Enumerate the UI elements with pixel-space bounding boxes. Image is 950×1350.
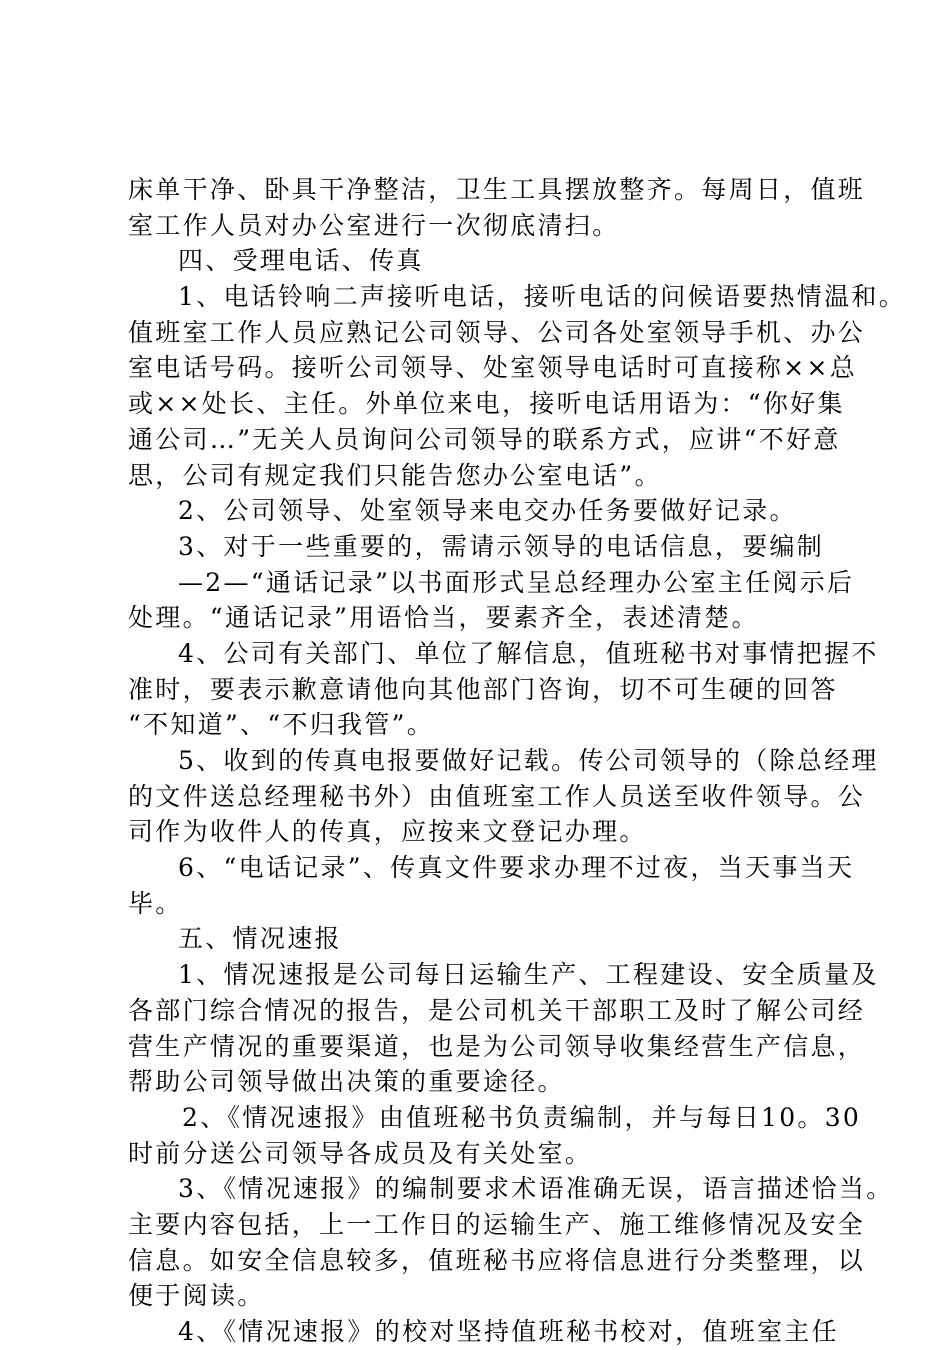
text-line: 室工作人员对办公室进行一次彻底清扫。 (128, 210, 620, 240)
text-line: 值班室工作人员应熟记公司领导、公司各处室领导手机、办公 (128, 317, 866, 347)
paragraph-start: 5、收到的传真电报要做好记载。传公司领导的（除总经理 (178, 746, 879, 775)
paragraph-start: 2、公司领导、处室领导来电交办任务要做好记录。 (178, 496, 797, 526)
text-line: “不知道”、“不归我管”。 (128, 710, 435, 740)
section-heading: 五、情况速报 (178, 924, 342, 954)
text-line: 或××处长、主任。外单位来电，接听电话用语为：“你好集 (128, 389, 845, 419)
document-body (128, 172, 907, 1350)
text-line: 床单干净、卧具干净整洁，卫生工具摆放整齐。每周日，值班 (128, 175, 866, 204)
text-line: 的文件送总经理秘书外）由值班室工作人员送至收件领导。公 (128, 781, 866, 811)
text-line: 思，公司有规定我们只能告您办公室电话”。 (128, 460, 662, 490)
section-heading: 四、受理电话、传真 (178, 246, 424, 276)
paragraph-start: 3、对于一些重要的，需请示领导的电话信息，要编制 (178, 531, 825, 561)
text-line: 准时，要表示歉意请他向其他部门咨询，切不可生硬的回答 (128, 674, 838, 704)
text-line: 室电话号码。接听公司领导、处室领导电话时可直接称××总 (128, 353, 857, 383)
text-line: 各部门综合情况的报告，是公司机关干部职工及时了解公司经 (128, 995, 866, 1025)
text-line: 信息。如安全信息较多，值班秘书应将信息进行分类整理，以 (128, 1245, 866, 1275)
paragraph-start: 2、《情况速报》由值班秘书负责编制，并与每日10。30 (182, 1102, 862, 1132)
text-line: 毕。 (128, 888, 183, 918)
paragraph-start: 4、公司有关部门、单位了解信息，值班秘书对事情把握不 (178, 638, 879, 668)
paragraph-start: 1、情况速报是公司每日运输生产、工程建设、安全质量及 (178, 960, 879, 990)
paragraph-start: 1、电话铃响二声接听电话，接听电话的问候语要热情温和。 (178, 282, 907, 312)
text-line: 主要内容包括，上一工作日的运输生产、施工维修情况及安全 (128, 1209, 866, 1239)
text-line: 帮助公司领导做出决策的重要途径。 (128, 1067, 565, 1097)
paragraph-start: 4、《情况速报》的校对坚持值班秘书校对，值班室主任 (178, 1317, 839, 1346)
text-line: 时前分送公司领导各成员及有关处室。 (128, 1138, 593, 1168)
page-number-line: —2—“通话记录”以书面形式呈总经理办公室主任阅示后 (178, 567, 855, 597)
paragraph-start: 6、“电话记录”、传真文件要求办理不过夜，当天事当天 (178, 853, 855, 883)
text-line: 便于阅读。 (128, 1281, 265, 1311)
text-line: 营生产情况的重要渠道，也是为公司领导收集经营生产信息， (128, 1031, 866, 1061)
text-line: 处理。“通话记录”用语恰当，要素齐全，表述清楚。 (128, 603, 759, 633)
text-line: 司作为收件人的传真，应按来文登记办理。 (128, 817, 647, 847)
paragraph-start: 3、《情况速报》的编制要求术语准确无误，语言描述恰当。 (178, 1174, 894, 1204)
text-line: 通公司…”无关人员询问公司领导的联系方式，应讲“不好意 (128, 424, 841, 454)
